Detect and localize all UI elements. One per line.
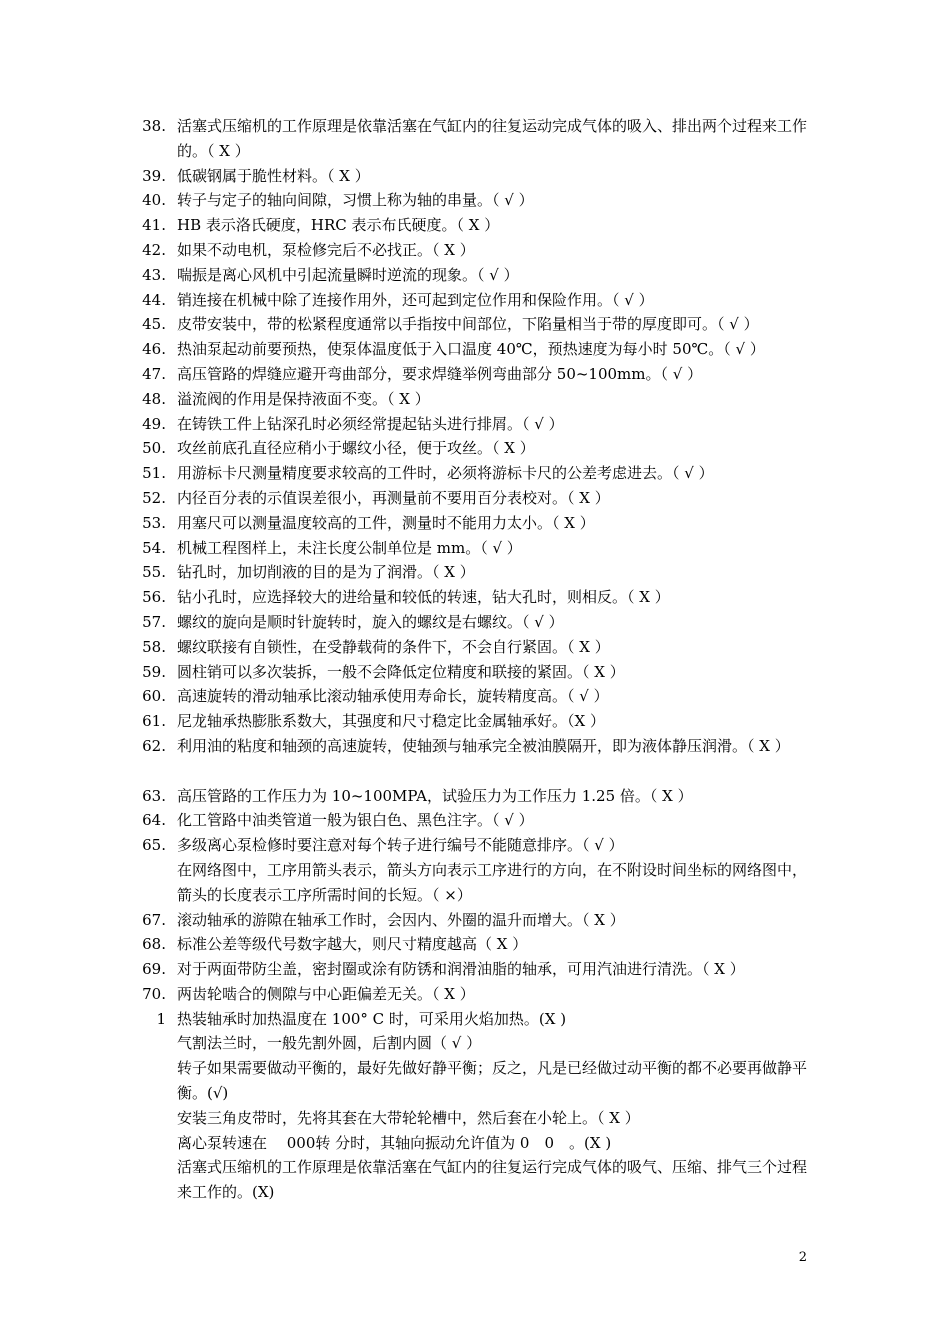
list-item [0,461,950,486]
item-text: 溢流阀的作用是保持液面不变。（ X ） [177,389,430,408]
list-item [0,164,950,189]
item-text: 螺纹的旋向是顺时针旋转时，旋入的螺纹是右螺纹。（ √ ） [177,612,564,631]
list-item [0,188,950,213]
item-number: 48. [142,389,166,408]
list-item [0,1056,950,1106]
item-number: 1 [156,1009,166,1028]
item-text: 尼龙轴承热膨胀系数大，其强度和尺寸稳定比金属轴承好。（X ） [177,712,605,731]
list-item [0,288,950,313]
list-item [0,486,950,511]
item-text: 钻孔时，加切削液的目的是为了润滑。（ X ） [177,563,475,582]
item-text: 高速旋转的滑动轴承比滚动轴承使用寿命长，旋转精度高。（ √ ） [177,687,609,706]
list-item [0,238,950,263]
item-number: 60. [142,687,166,706]
list-item [0,412,950,437]
item-text: 活塞式压缩机的工作原理是依靠活塞在气缸内的往复运动完成气体的吸入、排出两个过程来工作的。（ X ） [177,117,808,160]
item-text: 用塞尺可以测量温度较高的工件，测量时不能用力太小。（ X ） [177,513,595,532]
list-item [0,858,950,908]
list-item [0,511,950,536]
item-text: 离心泵转速在 000转 分时，其轴向振动允许值为 0 0 。(X ) [177,1133,612,1152]
list-item [0,560,950,585]
item-number: 42. [142,240,166,259]
item-text: 滚动轴承的游隙在轴承工作时，会因内、外圈的温升而增大。（ X ） [177,910,625,929]
item-text: 转子与定子的轴向间隙，习惯上称为轴的串量。（ √ ） [177,191,534,210]
item-text: 用游标卡尺测量精度要求较高的工件时，必须将游标卡尺的公差考虑进去。（ √ ） [177,464,714,483]
item-number: 58. [142,637,166,656]
item-text: 标准公差等级代号数字越大，则尺寸精度越高（ X ） [177,935,528,954]
list-item [0,684,950,709]
item-number: 52. [142,488,166,507]
list-item [0,1155,950,1205]
list-item [0,610,950,635]
item-number: 54. [142,538,166,557]
list-item [0,932,950,957]
list-item [0,957,950,982]
item-text: 如果不动电机，泵检修完后不必找正。（ X ） [177,240,475,259]
list-item [0,312,950,337]
list-item [0,734,950,784]
list-item [0,585,950,610]
item-number: 67. [142,910,166,929]
item-text: 对于两面带防尘盖，密封圈或涂有防锈和润滑油脂的轴承，可用汽油进行清洗。（ X ） [177,960,745,979]
list-item [0,1106,950,1131]
list-item [0,362,950,387]
item-text: 两齿轮啮合的侧隙与中心距偏差无关。（ X ） [177,984,475,1003]
item-text: 在网络图中，工序用箭头表示，箭头方向表示工序进行的方向，在不附设时间坐标的网络图中，箭头的长度表示工序所需时间的长短。（ ×） [177,860,808,904]
list-item [0,784,950,809]
item-number: 69. [142,960,166,979]
item-number: 70. [142,984,166,1003]
list-item [0,709,950,734]
item-text: 高压管路的焊缝应避开弯曲部分，要求焊缝举例弯曲部分 50~100mm。（ √ ） [177,364,703,383]
item-number: 43. [142,265,166,284]
item-number: 50. [142,439,166,458]
item-text: 高压管路的工作压力为 10~100MPA，试验压力为工作压力 1.25 倍。（ X ） [177,786,693,805]
item-number: 56. [142,588,166,607]
list-item [0,660,950,685]
item-text: 安装三角皮带时，先将其套在大带轮轮槽中，然后套在小轮上。（ X ） [177,1108,640,1127]
item-text: 多级离心泵检修时要注意对每个转子进行编号不能随意排序。（ √ ） [177,836,624,855]
item-number: 51. [142,464,166,483]
list-item [0,114,950,164]
item-number: 57. [142,612,166,631]
item-text: HB 表示洛氏硬度，HRC 表示布氏硬度。（ X ） [177,216,500,235]
item-number: 53. [142,513,166,532]
item-text: 转子如果需要做动平衡的，最好先做好静平衡；反之，凡是已经做过动平衡的都不必要再做静平衡。(√) [177,1059,808,1103]
item-text: 气割法兰时，一般先割外圆，后割内圆（ √ ） [177,1034,482,1053]
list-item [0,387,950,412]
item-text: 喘振是离心风机中引起流量瞬时逆流的现象。（ √ ） [177,265,519,284]
item-number: 40. [142,191,166,210]
item-text: 钻小孔时，应选择较大的进给量和较低的转速，钻大孔时，则相反。（ X ） [177,588,670,607]
list-item [0,536,950,561]
item-text: 热油泵起动前要预热，使泵体温度低于入口温度 40℃，预热速度为每小时 50℃。（ √ ） [177,340,765,359]
list-item [0,833,950,858]
item-number: 65. [142,836,166,855]
question-list [0,114,950,1205]
list-item [0,213,950,238]
item-number: 41. [142,216,166,235]
list-item [0,263,950,288]
item-number: 46. [142,340,166,359]
item-number: 55. [142,563,166,582]
list-item [0,635,950,660]
list-item [0,436,950,461]
item-number: 64. [142,811,166,830]
item-text: 皮带安装中，带的松紧程度通常以手指按中间部位，下陷量相当于带的厚度即可。（ √ ） [177,315,759,334]
item-number: 38. [142,117,166,135]
item-number: 61. [142,712,166,731]
item-text: 在铸铁工件上钻深孔时必须经常提起钻头进行排屑。（ √ ） [177,414,564,433]
list-item [0,337,950,362]
item-text: 内径百分表的示值误差很小，再测量前不要用百分表校对。（ X ） [177,488,610,507]
list-item [0,1031,950,1056]
page-number: 2 [798,1250,807,1265]
list-item [0,1007,950,1032]
item-text: 螺纹联接有自锁性，在受静载荷的条件下，不会自行紧固。（ X ） [177,637,610,656]
list-item [0,1131,950,1156]
list-item [0,908,950,933]
item-text: 机械工程图样上，未注长度公制单位是 mm。（ √ ） [177,538,522,557]
list-item [0,982,950,1007]
item-text: 攻丝前底孔直径应稍小于螺纹小径，便于攻丝。（ X ） [177,439,535,458]
item-text: 圆柱销可以多次装拆，一般不会降低定位精度和联接的紧固。（ X ） [177,662,625,681]
item-text: 低碳钢属于脆性材料。（ X ） [177,166,370,185]
item-number: 39. [142,166,166,185]
item-number: 63. [142,786,166,805]
item-text: 热装轴承时加热温度在 100° C 时，可采用火焰加热。(X ) [177,1009,567,1028]
item-number: 45. [142,315,166,334]
item-text: 利用油的粘度和轴颈的高速旋转，使轴颈与轴承完全被油膜隔开，即为液体静压润滑。（ X ） [177,736,790,755]
item-number: 59. [142,662,166,681]
item-number: 47. [142,364,166,383]
item-text: 活塞式压缩机的工作原理是依靠活塞在气缸内的往复运行完成气体的吸气、压缩、排气三个过程来工作的。(X) [177,1158,808,1202]
item-number: 49. [142,414,166,433]
item-text: 销连接在机械中除了连接作用外，还可起到定位作用和保险作用。（ √ ） [177,290,654,309]
item-number: 62. [142,736,166,755]
item-number: 68. [142,935,166,954]
item-number: 44. [142,290,166,309]
list-item [0,808,950,833]
item-text: 化工管路中油类管道一般为银白色、黑色注字。（ √ ） [177,811,534,830]
